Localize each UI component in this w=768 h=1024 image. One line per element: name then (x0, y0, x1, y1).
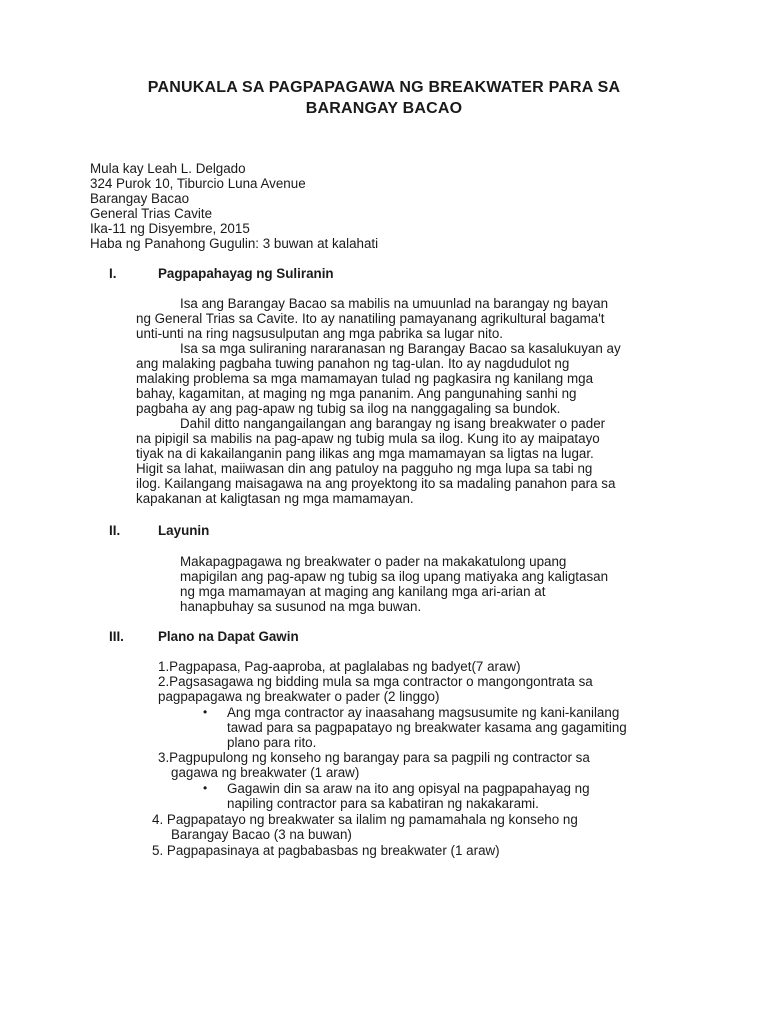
plan-sub-item: plano para rito. (227, 735, 317, 750)
paragraph-line: ng mga mamamayan at maging ang kanilang mga ari-arian at (180, 584, 546, 599)
plan-step: Barangay Bacao (3 na buwan) (171, 827, 352, 842)
section-2-number: II. (109, 523, 121, 538)
paragraph-line: Isa ang Barangay Bacao sa mabilis na umuunlad na barangay ng bayan (180, 296, 609, 311)
section-1-heading: Pagpapahayag ng Suliranin (158, 266, 334, 281)
plan-sub-item: Ang mga contractor ay inaasahang magsusumite ng kani-kanilang (227, 705, 620, 720)
paragraph-line: hanapbuhay sa susunod na mga buwan. (180, 599, 422, 614)
paragraph-line: na pipigil sa mabilis na pag-apaw ng tubig mula sa ilog. Kung ito ay maipatayo (136, 431, 600, 446)
plan-step: 3.Pagpupulong ng konseho ng barangay para sa pagpili ng contractor sa (158, 750, 590, 765)
header-line-address: 324 Purok 10, Tiburcio Luna Avenue (90, 176, 306, 191)
header-line-barangay: Barangay Bacao (90, 191, 190, 206)
paragraph-line: bahay, kagamitan, at maging ng mga pananim. Ang pangunahing sanhi ng (136, 386, 577, 401)
header-line-duration: Haba ng Panahong Gugulin: 3 buwan at kalahati (90, 236, 379, 251)
plan-step: 1.Pagpapasa, Pag-aaproba, at paglalabas ng badyet(7 araw) (158, 659, 521, 674)
section-2-heading: Layunin (158, 523, 210, 538)
plan-step: gagawa ng breakwater (1 araw) (171, 765, 360, 780)
plan-step: 5. Pagpapasinaya at pagbabasbas ng breakwater (1 araw) (152, 843, 500, 858)
bullet-icon: • (203, 705, 208, 719)
bullet-icon: • (203, 781, 208, 795)
section-3-number: III. (109, 629, 124, 644)
title-line-1: PANUKALA SA PAGPAPAGAWA NG BREAKWATER PARA SA (147, 79, 621, 96)
plan-sub-item: tawad para sa pagpapatayo ng breakwater kasama ang gagamiting (227, 720, 627, 735)
plan-step: 2.Pagsasagawa ng bidding mula sa mga contractor o mangongontrata sa (158, 674, 593, 689)
plan-sub-item: napiling contractor para sa kabatiran ng nakakarami. (227, 796, 539, 811)
paragraph-line: malaking problema sa mga mamamayan tulad ng pagkasira ng kanilang mga (136, 371, 594, 386)
document-title (60, 77, 708, 119)
plan-step: 4. Pagpapatayo ng breakwater sa ilalim ng pamamahala ng konseho ng (152, 812, 578, 827)
paragraph-line: kapakanan at kaligtasan ng mga mamamayan. (136, 491, 414, 506)
paragraph-line: ilog. Kailangang maisagawa na ang proyektong ito sa madaling panahon para sa (136, 476, 616, 491)
paragraph-line: pagbaha ay ang pag-apaw ng tubig sa ilog na nanggagaling sa bundok. (136, 401, 561, 416)
paragraph-line: ng General Trias sa Cavite. Ito ay nanatiling pamayanang agrikultural bagama't (136, 311, 605, 326)
paragraph-line: Makapagpagawa ng breakwater o pader na makakatulong upang (180, 554, 567, 569)
paragraph-line: Higit sa lahat, maiiwasan din ang patuloy na pagguho ng mga lupa sa tabi ng (136, 461, 593, 476)
paragraph-line: unti-unti na ring nagsusulputan ang mga pabrika sa lugar nito. (136, 326, 503, 341)
paragraph-line: tiyak na di kakailanganin pang ilikas ang mga mamamayan sa ligtas na lugar. (136, 446, 594, 461)
header-line-date: Ika-11 ng Disyembre, 2015 (90, 221, 250, 236)
section-1-number: I. (109, 266, 117, 281)
title-line-2: BARANGAY BACAO (305, 100, 463, 117)
header-line-city: General Trias Cavite (90, 206, 213, 221)
header-line-from: Mula kay Leah L. Delgado (90, 161, 246, 176)
paragraph-line: Dahil ditto nangangailangan ang barangay ng isang breakwater o pader (180, 416, 606, 431)
paragraph-line: ang malaking pagbaha tuwing panahon ng tag-ulan. Ito ay nagdudulot ng (136, 356, 570, 371)
paragraph-line: mapigilan ang pag-apaw ng tubig sa ilog upang matiyaka ang kaligtasan (180, 569, 609, 584)
plan-step: pagpapagawa ng breakwater o pader (2 linggo) (158, 689, 440, 704)
paragraph-line: Isa sa mga suliraning nararanasan ng Barangay Bacao sa kasalukuyan ay (180, 341, 621, 356)
section-3-heading: Plano na Dapat Gawin (158, 629, 299, 644)
plan-sub-item: Gagawin din sa araw na ito ang opisyal na pagpapahayag ng (227, 781, 590, 796)
